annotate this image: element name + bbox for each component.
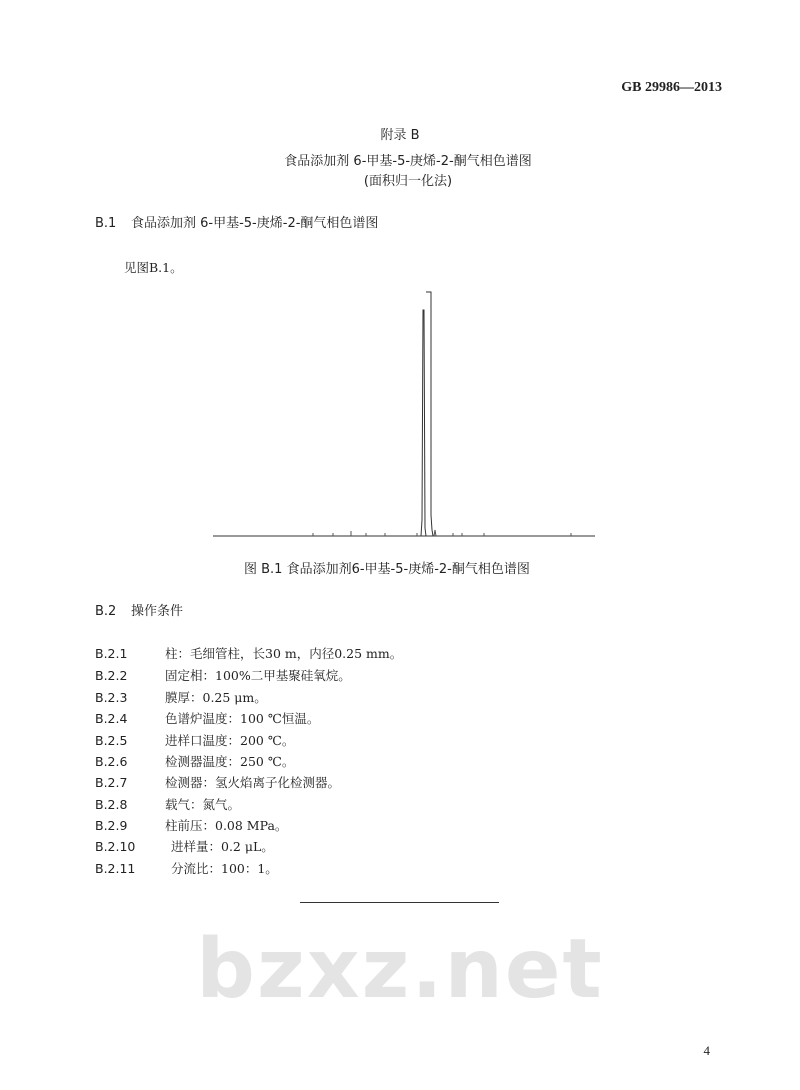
condition-text: 进样口温度：200 ℃。 [165,733,295,748]
condition-text: 柱前压：0.08 MPa。 [165,818,288,833]
standard-number: GB 29986—2013 [621,80,722,95]
section-number: B.2 [95,604,117,619]
condition-number: B.2.3 [95,690,128,705]
condition-item [95,837,274,855]
condition-item [95,816,287,834]
figure-reference: 见图B.1。 [124,260,183,275]
condition-item [95,773,340,791]
section-b2-heading [95,600,183,619]
condition-item [95,666,351,684]
minor-peak [434,530,436,536]
condition-number: B.2.11 [95,861,136,876]
condition-item [95,688,267,706]
condition-number: B.2.5 [95,733,128,748]
condition-number: B.2.1 [95,646,128,661]
watermark: bzxz.net [196,922,604,1017]
condition-text: 进样量：0.2 μL。 [171,839,274,854]
condition-text: 检测器温度：250 ℃。 [165,754,295,769]
condition-text: 柱：毛细管柱，长30 m，内径0.25 mm。 [165,646,403,661]
condition-number: B.2.4 [95,711,128,726]
condition-number: B.2.8 [95,797,128,812]
section-title: 操作条件 [131,604,184,619]
page-number: 4 [703,1043,710,1058]
figure-caption: 图 B.1 食品添加剂6-甲基-5-庚烯-2-酮气相色谱图 [244,562,530,577]
condition-number: B.2.7 [95,775,128,790]
appendix-subtitle: (面积归一化法) [363,174,453,189]
end-rule [300,902,499,903]
appendix-title: 食品添加剂 6-甲基-5-庚烯-2-酮气相色谱图 [284,154,532,169]
condition-number: B.2.6 [95,754,128,769]
condition-number: B.2.9 [95,818,128,833]
condition-item [95,644,402,662]
appendix-label: 附录 B [380,128,420,143]
condition-text: 检测器：氢火焰离子化检测器。 [165,775,341,790]
condition-number: B.2.2 [95,668,128,683]
condition-text: 固定相：100%二甲基聚硅氧烷。 [165,668,351,683]
condition-item [95,731,294,749]
condition-item [95,859,278,877]
condition-item [95,752,294,770]
condition-number: B.2.10 [95,839,136,854]
integration-marker [426,292,433,536]
condition-item [95,795,240,813]
condition-text: 载气：氮气。 [165,797,241,812]
minor-peak-ticks [313,531,571,536]
section-number: B.1 [95,216,117,231]
condition-text: 色谱炉温度：100 ℃恒温。 [165,711,320,726]
main-peak [421,310,426,536]
condition-item [95,709,319,727]
section-title: 食品添加剂 6-甲基-5-庚烯-2-酮气相色谱图 [131,216,379,231]
condition-text: 膜厚：0.25 μm。 [165,690,267,705]
condition-text: 分流比：100：1。 [171,861,278,876]
